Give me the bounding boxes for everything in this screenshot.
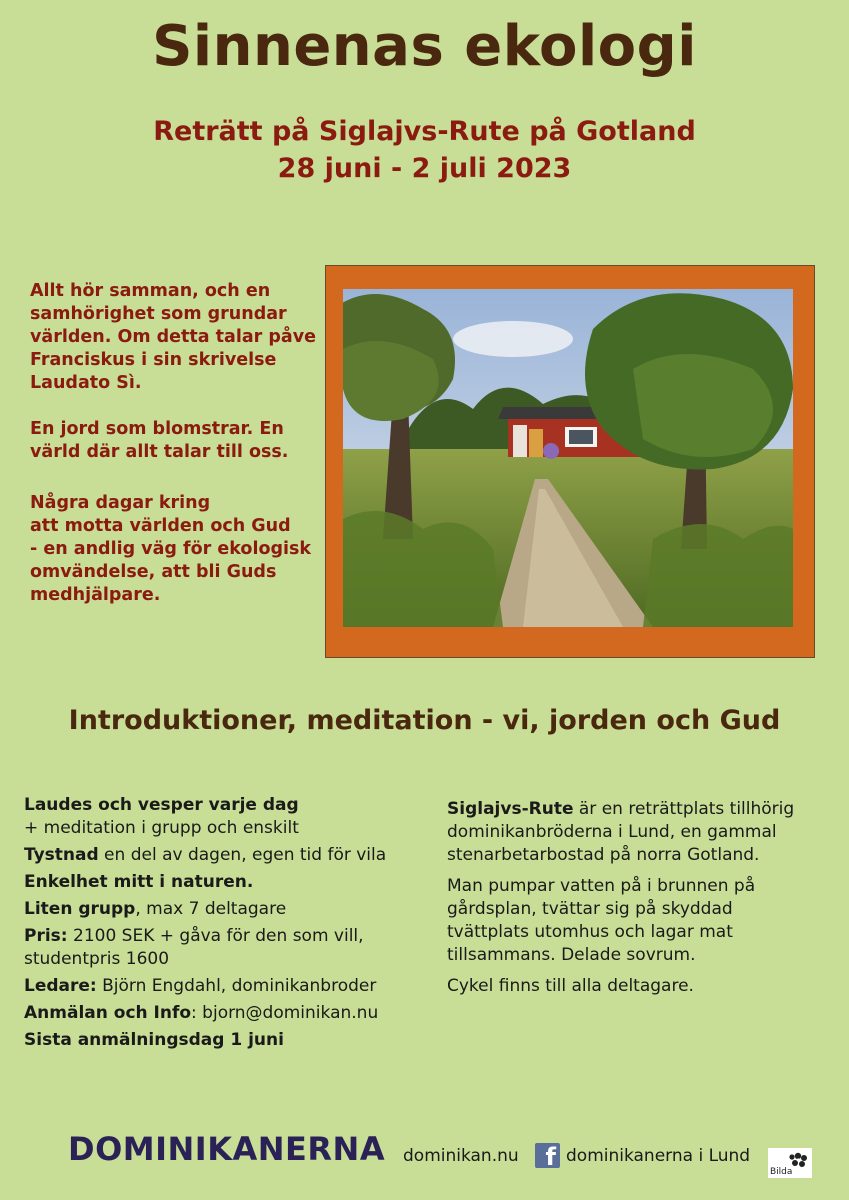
detail-laudes: Laudes och vesper varje dag + meditation i grupp och enskilt [24, 795, 299, 838]
detail-sista: Sista anmälningsdag 1 juni [24, 1030, 284, 1050]
intro-paragraph-3: Några dagar kring att motta världen och Gud - en andlig väg för ekologisk omvändelse, att bli Guds medhjälpare. [30, 493, 312, 605]
detail-enkelhet: Enkelhet mitt i naturen. [24, 872, 254, 892]
website-link[interactable]: dominikan.nu [403, 1146, 519, 1166]
intro-paragraph-1: Allt hör samman, och en samhörighet som grundar världen. Om detta talar påve Franciskus i sin skrivelse Laudato Sì. [30, 281, 316, 393]
detail-anmalan: Anmälan och Info: bjorn@dominikan.nu [24, 1003, 379, 1023]
description-paragraph-2: Man pumpar vatten på i brunnen på gårdsplan, tvättar sig på skyddad tvättplats utomhus och lagar mat tillsammans. Delade sovrum. [447, 876, 756, 965]
cottage-photo [343, 289, 793, 627]
brand-logo-text: DOMINIKANERNA [68, 1130, 386, 1168]
retreat-location: Reträtt på Siglajvs-Rute på Gotland [153, 116, 696, 147]
bilda-logo: Bilda [768, 1148, 812, 1178]
intro-paragraph-2: En jord som blomstrar. En värld där allt talar till oss. [30, 419, 289, 462]
retreat-dates: 28 juni - 2 juli 2023 [277, 153, 572, 184]
retreat-details [24, 794, 424, 1056]
detail-pris: Pris: 2100 SEK + gåva för den som vill, studentpris 1600 [24, 926, 364, 969]
detail-tystnad: Tystnad en del av dagen, egen tid för vila [24, 845, 387, 865]
detail-ledare: Ledare: Björn Engdahl, dominikanbroder [24, 976, 377, 996]
place-description [447, 798, 827, 1006]
facebook-icon: f [535, 1143, 560, 1168]
description-paragraph-3: Cykel finns till alla deltagare. [447, 976, 694, 996]
detail-grupp: Liten grupp, max 7 deltagare [24, 899, 287, 919]
program-heading: Introduktioner, meditation - vi, jorden och Gud [68, 705, 781, 736]
poster-title: Sinnenas ekologi [152, 14, 697, 79]
intro-text [30, 280, 320, 630]
facebook-link[interactable]: dominikanerna i Lund [566, 1146, 751, 1166]
description-paragraph-1: Siglajvs-Rute är en reträttplats tillhörig dominikanbröderna i Lund, en gammal stenarbetarbostad på norra Gotland. [447, 799, 795, 865]
